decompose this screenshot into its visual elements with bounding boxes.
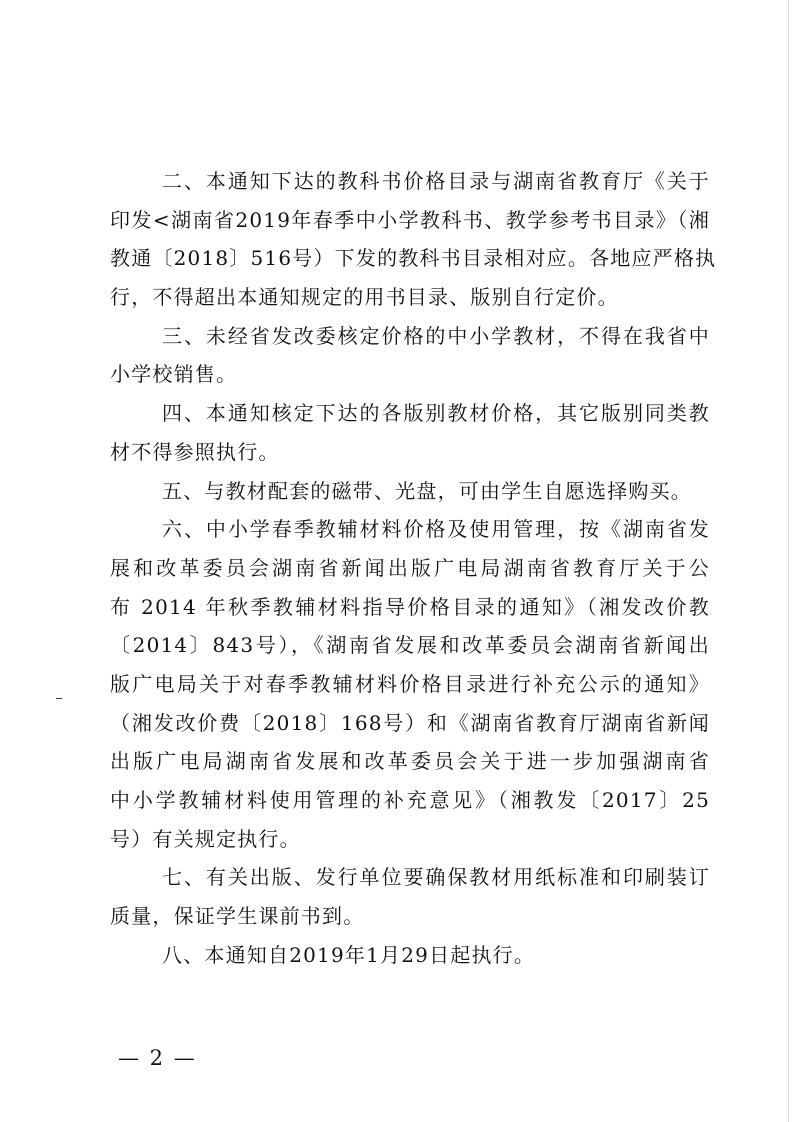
text-line: 版广电局关于对春季教辅材料价格目录进行补充公示的通知》 [110,671,710,696]
text-line: 布 2014 年秋季教辅材料指导价格目录的通知》（湘发改价教 [110,594,710,619]
text-line: 二、本通知下达的教科书价格目录与湖南省教育厅《关于 [162,169,710,193]
text-line: 八、本通知自2019年1月29日起执行。 [162,942,536,967]
text-line: 印发<湖南省2019年春季中小学教科书、教学参考书目录》（湘 [110,207,710,232]
text-line: 行，不得超出本通知规定的用书目录、版别自行定价。 [110,285,619,310]
text-line: 三、未经省发改委核定价格的中小学教材，不得在我省中 [162,323,710,348]
text-line: 中小学教辅材料使用管理的补充意见》（湘教发〔2017〕25 [110,788,710,812]
text-line: 〔2014〕843号），《湖南省发展和改革委员会湖南省新闻出 [110,633,710,658]
text-line: 六、中小学春季教辅材料价格及使用管理，按《湖南省发 [162,517,710,542]
text-line: 号）有关规定执行。 [110,826,301,851]
text-line: 小学校销售。 [110,362,238,387]
text-line: 七、有关出版、发行单位要确保教材用纸标准和印刷装订 [162,865,710,890]
margin-mark [56,698,62,699]
text-line: 教通〔2018〕516号）下发的教科书目录相对应。各地应严格执 [110,246,717,271]
text-line: 出版广电局湖南省发展和改革委员会关于进一步加强湖南省 [110,749,710,774]
text-line: 展和改革委员会湖南省新闻出版广电局湖南省教育厅关于公 [110,555,710,580]
text-line: 材不得参照执行。 [110,439,280,464]
page-number: — 2 — [118,1046,197,1070]
page-edge-line [788,0,789,1122]
body-text [110,162,717,974]
text-line: 五、与教材配套的磁带、光盘，可由学生自愿选择购买。 [162,478,692,503]
text-line: 四、本通知核定下达的各版别教材价格，其它版别同类教 [162,401,710,426]
text-line: 质量，保证学生课前书到。 [110,904,365,929]
text-line: （湘发改价费〔2018〕168号）和《湖南省教育厅湖南省新闻 [110,710,710,735]
